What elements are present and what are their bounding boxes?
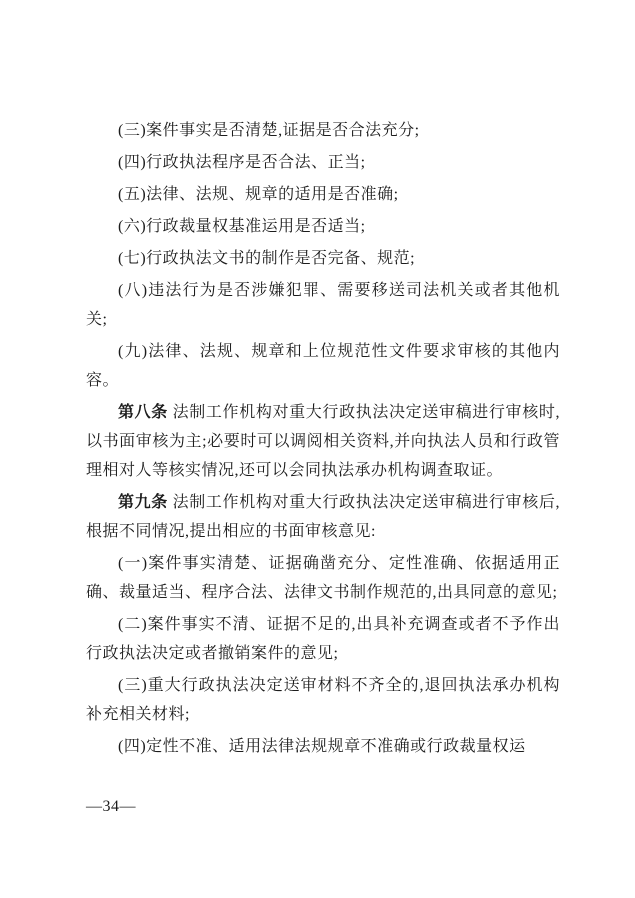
list-item-text: (四)定性不准、适用法律法规规章不准确或行政裁量权运 (118, 738, 526, 755)
list-item-text: (七)行政执法文书的制作是否完备、规范; (118, 250, 416, 267)
list-item-text: (三)案件事实是否清楚,证据是否合法充分; (118, 122, 420, 139)
list-item-text: (五)法律、法规、规章的适用是否准确; (118, 186, 399, 203)
article-8-number: 第八条 (118, 404, 168, 421)
list-item-4 (86, 148, 560, 177)
page-number: —34— (86, 798, 136, 815)
list-item-9 (86, 337, 560, 395)
article-8-text: 法制工作机构对重大行政执法决定送审稿进行审核时,以书面审核为主;必要时可以调阅相关资料,并向执法人员和行政管理相对人等核实情况,还可以会同执法承办机构调查取证。 (86, 404, 560, 479)
list-item-text: (六)行政裁量权基准运用是否适当; (118, 218, 366, 235)
list-item-text: (三)重大行政执法决定送审材料不齐全的,退回执法承办机构补充相关材料; (86, 677, 560, 723)
list-item-text: (九)法律、法规、规章和上位规范性文件要求审核的其他内容。 (86, 343, 560, 389)
list-item-7 (86, 244, 560, 273)
list-item-text: (一)案件事实清楚、证据确凿充分、定性准确、依据适用正确、裁量适当、程序合法、法律文书制作规范的,出具同意的意见; (86, 555, 560, 601)
article-8-paragraph (86, 398, 560, 485)
list-item-text: (二)案件事实不清、证据不足的,出具补充调查或者不予作出行政执法决定或者撤销案件的意见; (86, 616, 560, 662)
list-item-text: (八)违法行为是否涉嫌犯罪、需要移送司法机关或者其他机关; (86, 282, 560, 328)
article-9-number: 第九条 (118, 494, 168, 511)
list-item-6 (86, 212, 560, 241)
list-item-8 (86, 276, 560, 334)
list-item-1 (86, 549, 560, 607)
article-9-paragraph (86, 488, 560, 546)
list-item-3b (86, 671, 560, 729)
document-content (86, 116, 560, 764)
list-item-2 (86, 610, 560, 668)
list-item-text: (四)行政执法程序是否合法、正当; (118, 154, 366, 171)
list-item-3 (86, 116, 560, 145)
list-item-5 (86, 180, 560, 209)
article-9-text: 法制工作机构对重大行政执法决定送审稿进行审核后,根据不同情况,提出相应的书面审核意见: (86, 494, 560, 540)
list-item-4b (86, 732, 560, 761)
